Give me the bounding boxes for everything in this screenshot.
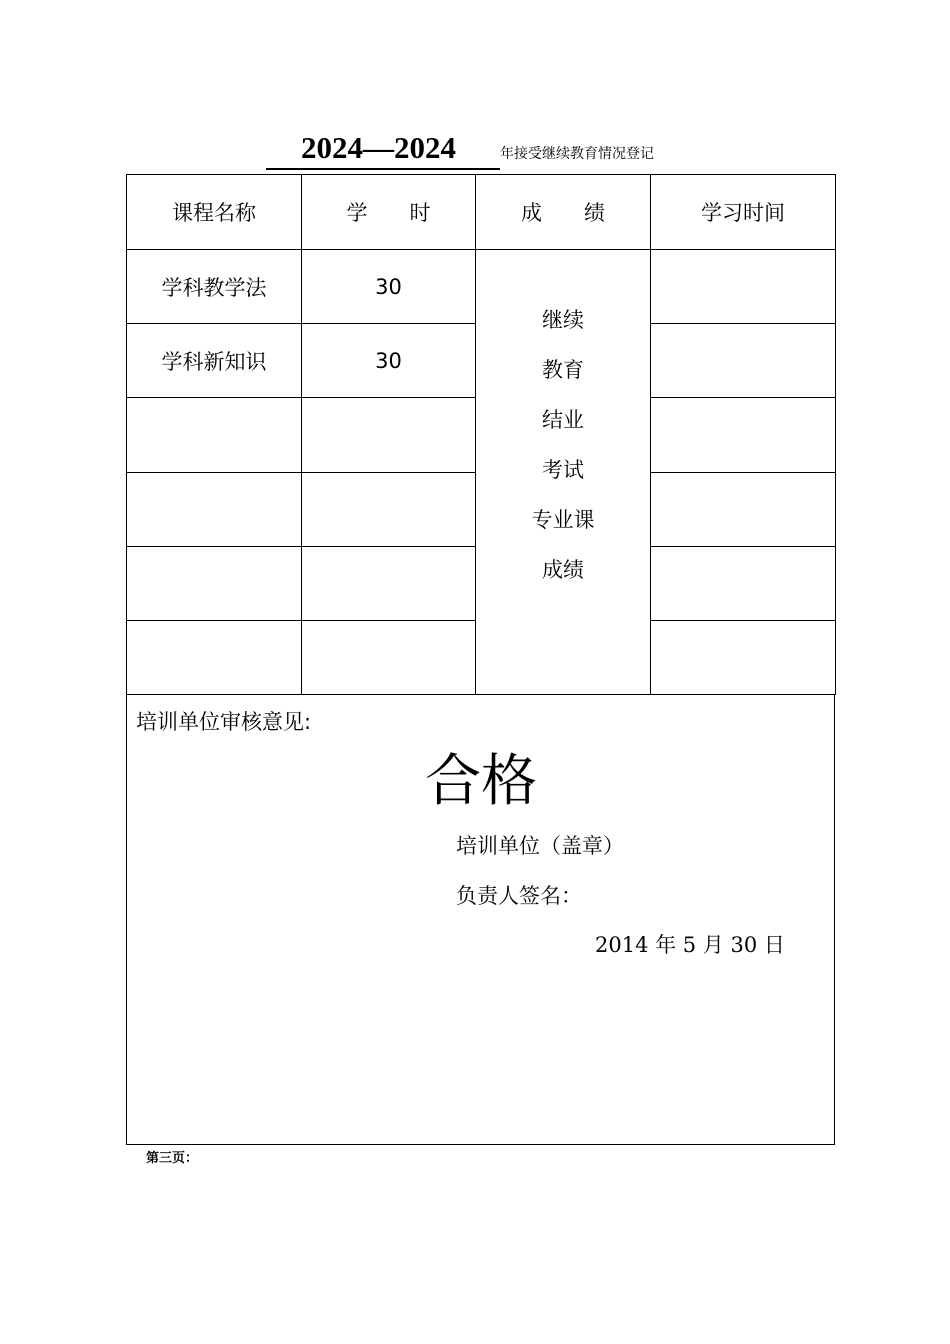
course-name-cell	[127, 620, 302, 694]
score-line: 专业课	[531, 508, 595, 533]
hours-cell: 30	[302, 324, 476, 398]
header-course-name: 课程名称	[127, 175, 302, 250]
verdict-text: 合格	[425, 749, 537, 814]
hours-cell: 30	[302, 250, 476, 324]
table-header-row	[127, 175, 836, 250]
course-name-cell	[127, 472, 302, 546]
score-line: 教育	[542, 358, 584, 383]
title-text: 年接受继续教育情况登记	[500, 146, 654, 162]
study-time-cell	[651, 620, 836, 694]
signer-label: 负责人签名：	[456, 884, 582, 908]
hours-cell	[302, 472, 476, 546]
education-record-table	[126, 174, 836, 695]
unit-seal-label: 培训单位（盖章）	[456, 834, 624, 858]
header-hours: 学 时	[302, 175, 476, 250]
score-line: 继续	[542, 308, 584, 333]
course-name-cell: 学科新知识	[127, 324, 302, 398]
hours-cell	[302, 620, 476, 694]
score-merged-cell	[476, 250, 651, 695]
study-time-cell	[651, 250, 836, 324]
score-line: 成绩	[542, 558, 584, 583]
hours-cell	[302, 546, 476, 620]
hours-cell	[302, 398, 476, 472]
opinion-label: 培训单位审核意见:	[136, 710, 312, 734]
table-row	[127, 250, 836, 324]
header-score: 成 绩	[476, 175, 651, 250]
score-line: 结业	[542, 408, 584, 433]
sign-date: 2014 年 5 月 30 日	[595, 933, 785, 957]
score-line: 考试	[542, 458, 584, 483]
header-study-time: 学习时间	[651, 175, 836, 250]
study-time-cell	[651, 324, 836, 398]
study-time-cell	[651, 398, 836, 472]
study-time-cell	[651, 546, 836, 620]
page-label: 第三页：	[146, 1151, 199, 1166]
study-time-cell	[651, 472, 836, 546]
course-name-cell	[127, 546, 302, 620]
title-years: 2024—2024	[301, 130, 456, 165]
course-name-cell: 学科教学法	[127, 250, 302, 324]
course-name-cell	[127, 398, 302, 472]
